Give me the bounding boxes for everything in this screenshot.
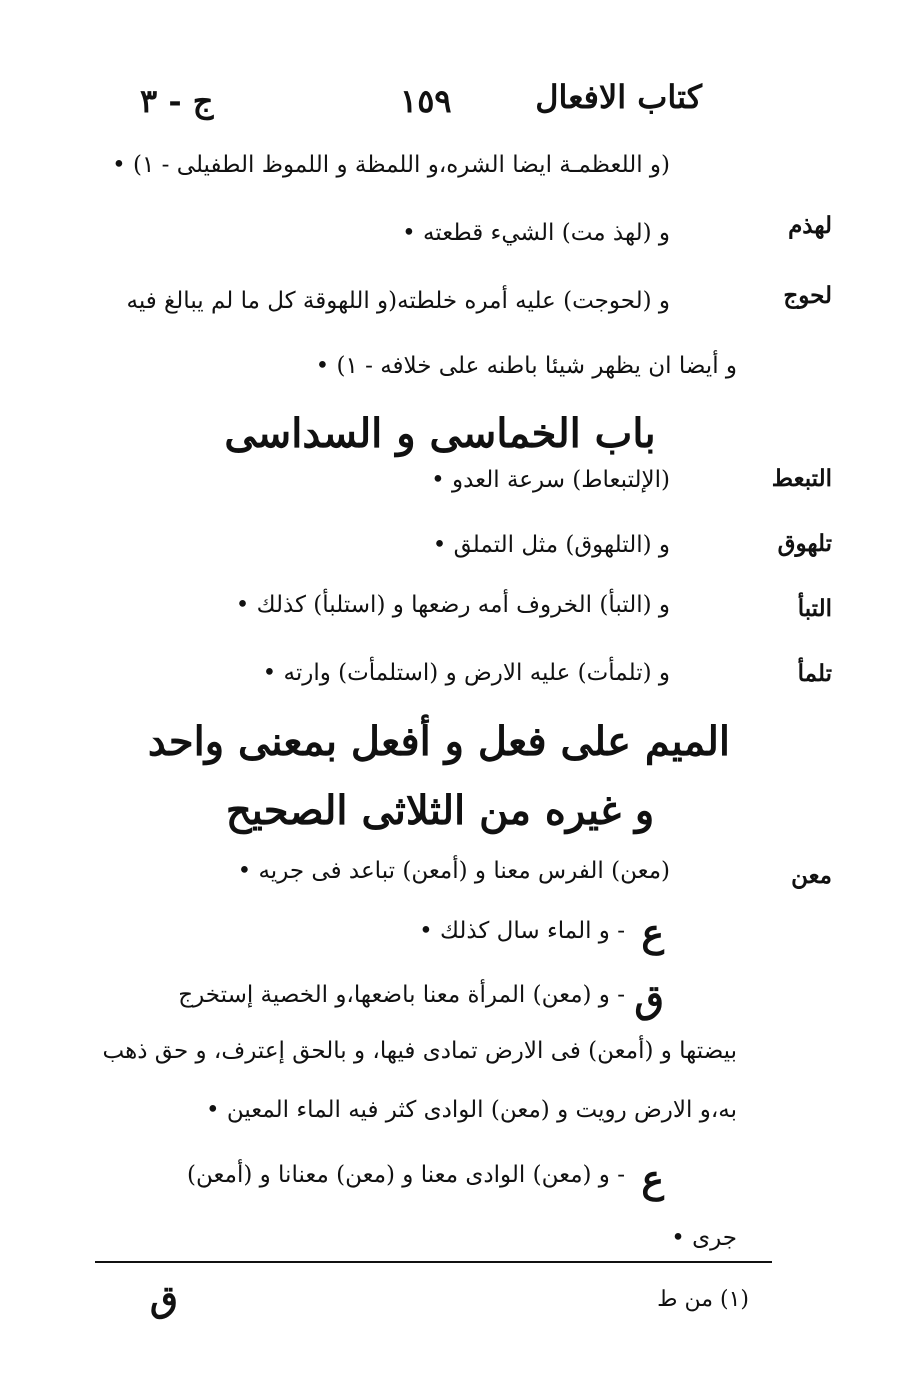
source-letter: ع: [641, 1156, 664, 1201]
text-line: - و (معن) المرأة معنا باضعها،و الخصية إستخرج: [178, 982, 625, 1008]
signature-letter: ق: [150, 1278, 178, 1320]
margin-keyword: معن: [791, 862, 832, 889]
text-line: - و الماء سال كذلك •: [419, 918, 625, 944]
margin-keyword: التبأ: [797, 595, 832, 622]
chapter-heading-line-2: و غيره من الثلاثى الصحيح: [225, 787, 655, 834]
text-line: و أيضا ان يظهر شيئا باطنه على خلافه - ١) •: [315, 353, 737, 379]
text-line: (الإلتبعاط) سرعة العدو •: [431, 467, 670, 493]
source-letter: ع: [641, 910, 664, 955]
book-title: كتاب الافعال: [535, 78, 702, 116]
text-line: (معن) الفرس معنا و (أمعن) تباعد فى جريه •: [237, 858, 670, 884]
text-line: - و (معن) الوادى معنا و (معن) معنانا و (أمعن): [187, 1162, 625, 1188]
text-line: (و اللعظمـة ايضا الشره،و اللمظة و اللموظ الطفيلى - ١) •: [112, 152, 670, 178]
text-line: جرى •: [671, 1225, 737, 1251]
margin-keyword: التبعط: [771, 465, 832, 492]
text-line: و (لحوجت) عليه أمره خلطته(و اللهوقة كل ما لم يبالغ فيه: [126, 288, 670, 314]
text-line: بيضتها و (أمعن) فى الارض تمادى فيها، و بالحق إعترف، و حق ذهب: [102, 1038, 737, 1064]
text-line: و (تلمأت) عليه الارض و (استلمأت) وارته •: [262, 660, 670, 686]
text-line: به،و الارض رويت و (معن) الوادى كثر فيه الماء المعين •: [205, 1097, 737, 1123]
volume-label: ج - ٣: [140, 82, 214, 120]
text-line: و (التلهوق) مثل التملق •: [432, 532, 670, 558]
footnote: (١) من ط: [657, 1287, 749, 1312]
chapter-heading-line-1: الميم على فعل و أفعل بمعنى واحد: [147, 718, 730, 765]
page-number: ١٥٩: [400, 82, 452, 120]
text-line: و (لهذ مت) الشيء قطعته •: [402, 220, 670, 246]
margin-keyword: تلهوق: [777, 530, 832, 557]
text-line: و (التبأ) الخروف أمه رضعها و (استلبأ) كذلك •: [235, 592, 670, 618]
margin-keyword: تلمأ: [797, 660, 832, 687]
section-heading: باب الخماسى و السداسى: [224, 410, 656, 457]
margin-keyword: لهذم: [788, 212, 832, 239]
margin-keyword: لحوج: [783, 282, 832, 309]
footnote-divider: [95, 1261, 772, 1263]
source-letter: ق: [634, 976, 664, 1021]
